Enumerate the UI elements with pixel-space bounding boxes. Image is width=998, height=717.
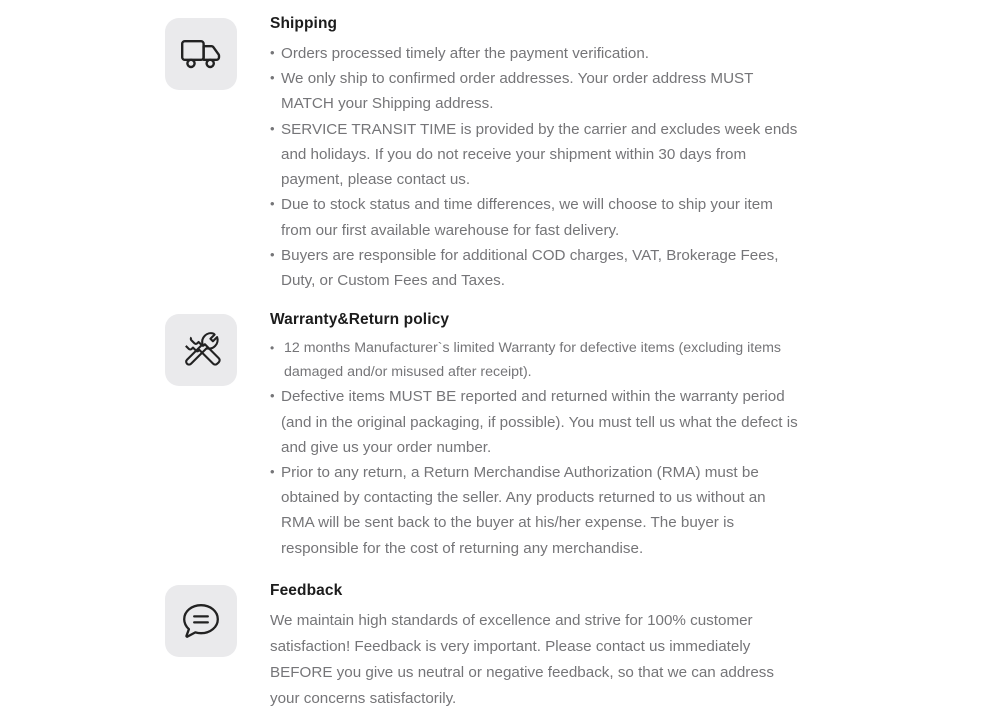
truck-icon [180,37,222,71]
list-item: • Orders processed timely after the payment verification. [270,41,800,66]
warranty-content [237,310,800,561]
section-shipping [0,0,998,293]
feedback-paragraph: We maintain high standards of excellence and strive for 100% customer satisfaction! Feedback is very important. Please contact us immediately BEFORE you give us neutral or negative feedback, so that we can address your concerns satisfactorily. [270,611,774,708]
section-title-shipping: Shipping [270,15,338,32]
section-title-warranty: Warranty&Return policy [270,311,450,329]
section-title-feedback: Feedback [270,581,343,599]
list-item: • Due to stock status and time differences, we will choose to ship your item from our first available warehouse for fast delivery. [270,192,800,242]
list-item: • SERVICE TRANSIT TIME is provided by the carrier and excludes week ends and holidays. If you do not receive your shipment within 30 days from payment, please contact us. [270,117,800,193]
shipping-content [237,14,800,293]
tools-icon-tile [165,314,237,386]
section-feedback [0,561,998,712]
section-warranty [0,293,998,561]
chat-bubble-icon-tile [165,585,237,657]
list-item: • 12 months Manufacturer`s limited Warranty for defective items (excluding items damaged and/or misused after receipt). [270,337,800,384]
list-item: • We only ship to confirmed order addresses. Your order address MUST MATCH your Shipping address. [270,66,800,116]
shipping-bullet-list [270,41,800,293]
truck-icon-tile [165,18,237,90]
chat-bubble-icon [181,602,221,640]
feedback-content [237,581,800,712]
list-item: • Defective items MUST BE reported and returned within the warranty period (and in the original packaging, if possible). You must tell us what the defect is and give us your order number. [270,384,800,460]
warranty-bullet-list [270,337,800,561]
tools-icon [181,330,221,370]
list-item: • Buyers are responsible for additional COD charges, VAT, Brokerage Fees, Duty, or Custom Fees and Taxes. [270,243,800,293]
list-item: • Prior to any return, a Return Merchandise Authorization (RMA) must be obtained by contacting the seller. Any products returned to us without an RMA will be sent back to the buyer at his/her expense. The buyer is responsible for the cost of returning any merchandise. [270,460,800,561]
